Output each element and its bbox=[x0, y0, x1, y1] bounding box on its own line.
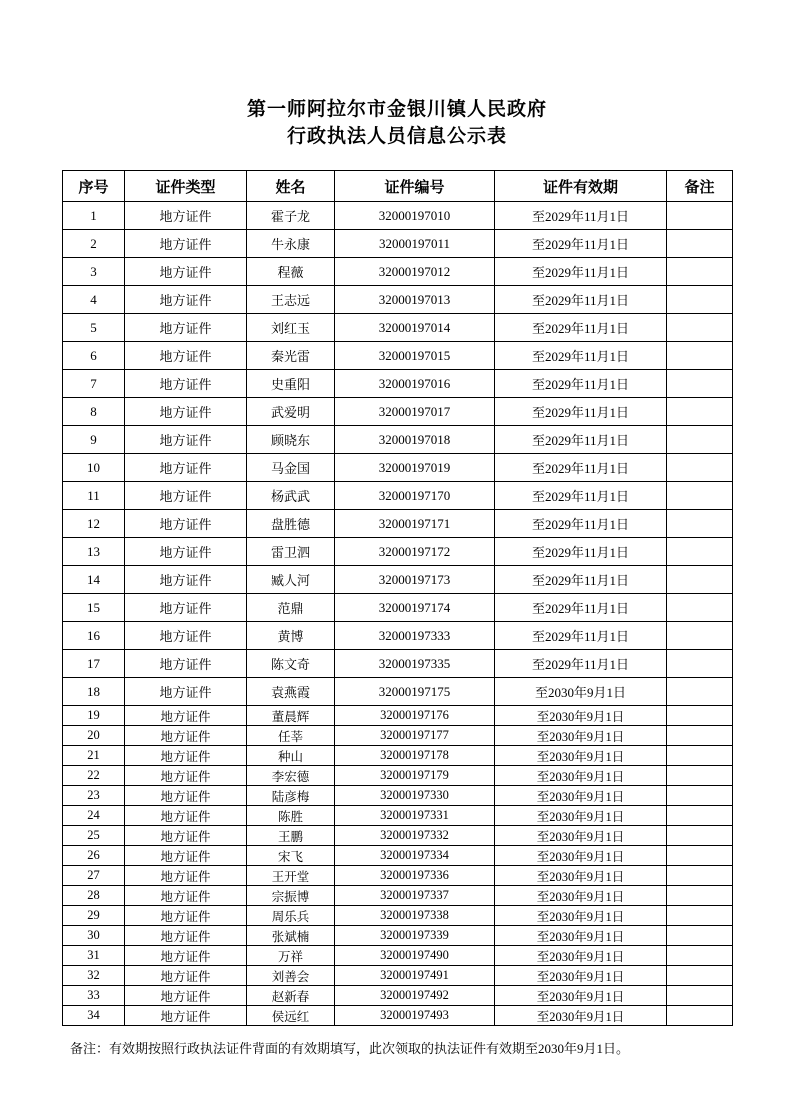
column-header-number: 证件编号 bbox=[335, 171, 495, 202]
table-row bbox=[63, 286, 733, 314]
cell-type: 地方证件 bbox=[125, 398, 247, 426]
table-row bbox=[63, 510, 733, 538]
table-row bbox=[63, 342, 733, 370]
cell-validity: 至2030年9月1日 bbox=[495, 906, 667, 926]
table-header-row bbox=[63, 171, 733, 202]
cell-type: 地方证件 bbox=[125, 594, 247, 622]
table-row bbox=[63, 258, 733, 286]
cell-number: 32000197016 bbox=[335, 370, 495, 398]
cell-type: 地方证件 bbox=[125, 426, 247, 454]
table-row bbox=[63, 426, 733, 454]
cell-number: 32000197178 bbox=[335, 746, 495, 766]
table-row bbox=[63, 706, 733, 726]
cell-number: 32000197330 bbox=[335, 786, 495, 806]
table-row bbox=[63, 786, 733, 806]
cell-type: 地方证件 bbox=[125, 370, 247, 398]
cell-remark bbox=[667, 286, 733, 314]
cell-index: 17 bbox=[63, 650, 125, 678]
cell-index: 12 bbox=[63, 510, 125, 538]
cell-validity: 至2030年9月1日 bbox=[495, 986, 667, 1006]
cell-remark bbox=[667, 230, 733, 258]
cell-name: 侯远红 bbox=[247, 1006, 335, 1026]
table-row bbox=[63, 622, 733, 650]
cell-number: 32000197492 bbox=[335, 986, 495, 1006]
cell-index: 8 bbox=[63, 398, 125, 426]
cell-index: 3 bbox=[63, 258, 125, 286]
cell-type: 地方证件 bbox=[125, 538, 247, 566]
cell-number: 32000197013 bbox=[335, 286, 495, 314]
cell-index: 14 bbox=[63, 566, 125, 594]
cell-type: 地方证件 bbox=[125, 678, 247, 706]
cell-remark bbox=[667, 342, 733, 370]
cell-name: 马金国 bbox=[247, 454, 335, 482]
cell-remark bbox=[667, 846, 733, 866]
cell-number: 32000197177 bbox=[335, 726, 495, 746]
cell-validity: 至2029年11月1日 bbox=[495, 314, 667, 342]
cell-validity: 至2030年9月1日 bbox=[495, 806, 667, 826]
cell-name: 周乐兵 bbox=[247, 906, 335, 926]
cell-remark bbox=[667, 966, 733, 986]
cell-validity: 至2029年11月1日 bbox=[495, 454, 667, 482]
cell-name: 赵新春 bbox=[247, 986, 335, 1006]
cell-remark bbox=[667, 866, 733, 886]
cell-type: 地方证件 bbox=[125, 314, 247, 342]
cell-validity: 至2029年11月1日 bbox=[495, 370, 667, 398]
cell-index: 22 bbox=[63, 766, 125, 786]
cell-name: 任莘 bbox=[247, 726, 335, 746]
cell-number: 32000197011 bbox=[335, 230, 495, 258]
cell-name: 史重阳 bbox=[247, 370, 335, 398]
cell-type: 地方证件 bbox=[125, 766, 247, 786]
cell-remark bbox=[667, 202, 733, 230]
cell-name: 程薇 bbox=[247, 258, 335, 286]
title-line-2: 行政执法人员信息公示表 bbox=[286, 126, 507, 147]
cell-number: 32000197174 bbox=[335, 594, 495, 622]
cell-type: 地方证件 bbox=[125, 806, 247, 826]
cell-remark bbox=[667, 766, 733, 786]
cell-name: 袁燕霞 bbox=[247, 678, 335, 706]
table-row bbox=[63, 886, 733, 906]
cell-number: 32000197176 bbox=[335, 706, 495, 726]
cell-name: 陈文奇 bbox=[247, 650, 335, 678]
table-row bbox=[63, 398, 733, 426]
cell-validity: 至2030年9月1日 bbox=[495, 746, 667, 766]
cell-index: 6 bbox=[63, 342, 125, 370]
cell-name: 牛永康 bbox=[247, 230, 335, 258]
cell-type: 地方证件 bbox=[125, 706, 247, 726]
cell-name: 宋飞 bbox=[247, 846, 335, 866]
cell-type: 地方证件 bbox=[125, 986, 247, 1006]
cell-index: 10 bbox=[63, 454, 125, 482]
cell-validity: 至2030年9月1日 bbox=[495, 846, 667, 866]
cell-index: 33 bbox=[63, 986, 125, 1006]
cell-index: 9 bbox=[63, 426, 125, 454]
cell-validity: 至2030年9月1日 bbox=[495, 826, 667, 846]
table-row bbox=[63, 746, 733, 766]
cell-number: 32000197334 bbox=[335, 846, 495, 866]
table-row bbox=[63, 566, 733, 594]
cell-remark bbox=[667, 594, 733, 622]
cell-validity: 至2029年11月1日 bbox=[495, 286, 667, 314]
cell-name: 武爱明 bbox=[247, 398, 335, 426]
cell-name: 雷卫泗 bbox=[247, 538, 335, 566]
cell-number: 32000197336 bbox=[335, 866, 495, 886]
cell-remark bbox=[667, 946, 733, 966]
cell-number: 32000197019 bbox=[335, 454, 495, 482]
cell-remark bbox=[667, 926, 733, 946]
table-row bbox=[63, 230, 733, 258]
table-row bbox=[63, 806, 733, 826]
cell-name: 张斌楠 bbox=[247, 926, 335, 946]
table-body bbox=[63, 202, 733, 1026]
cell-number: 32000197333 bbox=[335, 622, 495, 650]
cell-number: 32000197332 bbox=[335, 826, 495, 846]
cell-index: 7 bbox=[63, 370, 125, 398]
cell-type: 地方证件 bbox=[125, 926, 247, 946]
cell-remark bbox=[667, 786, 733, 806]
cell-index: 34 bbox=[63, 1006, 125, 1026]
cell-type: 地方证件 bbox=[125, 886, 247, 906]
cell-name: 范鼎 bbox=[247, 594, 335, 622]
cell-validity: 至2029年11月1日 bbox=[495, 538, 667, 566]
cell-name: 黄博 bbox=[247, 622, 335, 650]
cell-remark bbox=[667, 1006, 733, 1026]
cell-index: 25 bbox=[63, 826, 125, 846]
cell-name: 霍子龙 bbox=[247, 202, 335, 230]
cell-number: 32000197010 bbox=[335, 202, 495, 230]
cell-remark bbox=[667, 650, 733, 678]
cell-remark bbox=[667, 566, 733, 594]
cell-remark bbox=[667, 482, 733, 510]
table-row bbox=[63, 846, 733, 866]
cell-index: 28 bbox=[63, 886, 125, 906]
cell-number: 32000197331 bbox=[335, 806, 495, 826]
table-row bbox=[63, 482, 733, 510]
cell-name: 王鹏 bbox=[247, 826, 335, 846]
table-row bbox=[63, 766, 733, 786]
cell-validity: 至2030年9月1日 bbox=[495, 1006, 667, 1026]
cell-index: 13 bbox=[63, 538, 125, 566]
cell-validity: 至2030年9月1日 bbox=[495, 926, 667, 946]
cell-type: 地方证件 bbox=[125, 258, 247, 286]
cell-type: 地方证件 bbox=[125, 286, 247, 314]
table-row bbox=[63, 678, 733, 706]
cell-number: 32000197490 bbox=[335, 946, 495, 966]
cell-validity: 至2029年11月1日 bbox=[495, 342, 667, 370]
cell-number: 32000197171 bbox=[335, 510, 495, 538]
cell-index: 32 bbox=[63, 966, 125, 986]
cell-remark bbox=[667, 906, 733, 926]
cell-validity: 至2030年9月1日 bbox=[495, 726, 667, 746]
cell-name: 陆彦梅 bbox=[247, 786, 335, 806]
cell-index: 4 bbox=[63, 286, 125, 314]
cell-index: 24 bbox=[63, 806, 125, 826]
cell-number: 32000197017 bbox=[335, 398, 495, 426]
cell-remark bbox=[667, 806, 733, 826]
cell-number: 32000197337 bbox=[335, 886, 495, 906]
cell-type: 地方证件 bbox=[125, 510, 247, 538]
cell-remark bbox=[667, 886, 733, 906]
cell-index: 20 bbox=[63, 726, 125, 746]
column-header-name: 姓名 bbox=[247, 171, 335, 202]
cell-number: 32000197012 bbox=[335, 258, 495, 286]
column-header-validity: 证件有效期 bbox=[495, 171, 667, 202]
table-row bbox=[63, 966, 733, 986]
cell-index: 16 bbox=[63, 622, 125, 650]
cell-validity: 至2030年9月1日 bbox=[495, 706, 667, 726]
cell-remark bbox=[667, 454, 733, 482]
table-row bbox=[63, 650, 733, 678]
cell-validity: 至2029年11月1日 bbox=[495, 426, 667, 454]
cell-type: 地方证件 bbox=[125, 746, 247, 766]
cell-type: 地方证件 bbox=[125, 826, 247, 846]
cell-name: 刘善会 bbox=[247, 966, 335, 986]
cell-validity: 至2029年11月1日 bbox=[495, 482, 667, 510]
cell-remark bbox=[667, 726, 733, 746]
cell-remark bbox=[667, 746, 733, 766]
table-row bbox=[63, 454, 733, 482]
title-line-1: 第一师阿拉尔市金银川镇人民政府 bbox=[246, 99, 547, 120]
cell-validity: 至2029年11月1日 bbox=[495, 622, 667, 650]
cell-index: 29 bbox=[63, 906, 125, 926]
cell-name: 王志远 bbox=[247, 286, 335, 314]
cell-name: 种山 bbox=[247, 746, 335, 766]
enforcement-personnel-table bbox=[62, 170, 733, 1026]
table-row bbox=[63, 1006, 733, 1026]
cell-number: 32000197018 bbox=[335, 426, 495, 454]
table-row bbox=[63, 866, 733, 886]
cell-type: 地方证件 bbox=[125, 1006, 247, 1026]
table-row bbox=[63, 826, 733, 846]
cell-type: 地方证件 bbox=[125, 566, 247, 594]
cell-remark bbox=[667, 706, 733, 726]
cell-validity: 至2029年11月1日 bbox=[495, 230, 667, 258]
cell-index: 18 bbox=[63, 678, 125, 706]
table-header bbox=[63, 171, 733, 202]
cell-validity: 至2030年9月1日 bbox=[495, 886, 667, 906]
cell-name: 董晨辉 bbox=[247, 706, 335, 726]
table-row bbox=[63, 946, 733, 966]
cell-type: 地方证件 bbox=[125, 482, 247, 510]
cell-name: 臧人河 bbox=[247, 566, 335, 594]
cell-index: 21 bbox=[63, 746, 125, 766]
cell-name: 顾晓东 bbox=[247, 426, 335, 454]
cell-remark bbox=[667, 426, 733, 454]
table-row bbox=[63, 538, 733, 566]
cell-index: 27 bbox=[63, 866, 125, 886]
cell-validity: 至2029年11月1日 bbox=[495, 510, 667, 538]
cell-index: 11 bbox=[63, 482, 125, 510]
cell-type: 地方证件 bbox=[125, 786, 247, 806]
cell-index: 19 bbox=[63, 706, 125, 726]
cell-validity: 至2030年9月1日 bbox=[495, 946, 667, 966]
cell-number: 32000197339 bbox=[335, 926, 495, 946]
cell-type: 地方证件 bbox=[125, 650, 247, 678]
cell-remark bbox=[667, 986, 733, 1006]
cell-index: 26 bbox=[63, 846, 125, 866]
cell-remark bbox=[667, 258, 733, 286]
cell-name: 刘红玉 bbox=[247, 314, 335, 342]
cell-validity: 至2030年9月1日 bbox=[495, 678, 667, 706]
cell-number: 32000197335 bbox=[335, 650, 495, 678]
cell-validity: 至2030年9月1日 bbox=[495, 866, 667, 886]
cell-index: 15 bbox=[63, 594, 125, 622]
cell-type: 地方证件 bbox=[125, 622, 247, 650]
cell-type: 地方证件 bbox=[125, 342, 247, 370]
cell-type: 地方证件 bbox=[125, 846, 247, 866]
column-header-index: 序号 bbox=[63, 171, 125, 202]
cell-name: 李宏德 bbox=[247, 766, 335, 786]
footer-note: 备注：有效期按照行政执法证件背面的有效期填写，此次领取的执法证件有效期至2030年9月1日。 bbox=[70, 1041, 630, 1056]
cell-type: 地方证件 bbox=[125, 906, 247, 926]
cell-index: 1 bbox=[63, 202, 125, 230]
cell-index: 23 bbox=[63, 786, 125, 806]
cell-validity: 至2030年9月1日 bbox=[495, 786, 667, 806]
table-row bbox=[63, 926, 733, 946]
cell-name: 王开堂 bbox=[247, 866, 335, 886]
cell-type: 地方证件 bbox=[125, 946, 247, 966]
cell-name: 盘胜德 bbox=[247, 510, 335, 538]
cell-remark bbox=[667, 622, 733, 650]
cell-number: 32000197173 bbox=[335, 566, 495, 594]
cell-type: 地方证件 bbox=[125, 866, 247, 886]
cell-remark bbox=[667, 314, 733, 342]
cell-number: 32000197014 bbox=[335, 314, 495, 342]
table-row bbox=[63, 726, 733, 746]
cell-type: 地方证件 bbox=[125, 202, 247, 230]
column-header-type: 证件类型 bbox=[125, 171, 247, 202]
cell-validity: 至2030年9月1日 bbox=[495, 966, 667, 986]
cell-number: 32000197170 bbox=[335, 482, 495, 510]
table-row bbox=[63, 202, 733, 230]
table-row bbox=[63, 986, 733, 1006]
cell-index: 5 bbox=[63, 314, 125, 342]
cell-validity: 至2029年11月1日 bbox=[495, 650, 667, 678]
table-row bbox=[63, 906, 733, 926]
document-title bbox=[62, 96, 732, 150]
cell-remark bbox=[667, 538, 733, 566]
cell-remark bbox=[667, 398, 733, 426]
cell-number: 32000197175 bbox=[335, 678, 495, 706]
column-header-remark: 备注 bbox=[667, 171, 733, 202]
cell-validity: 至2029年11月1日 bbox=[495, 398, 667, 426]
cell-number: 32000197015 bbox=[335, 342, 495, 370]
table-row bbox=[63, 594, 733, 622]
cell-number: 32000197491 bbox=[335, 966, 495, 986]
cell-name: 宗振博 bbox=[247, 886, 335, 906]
cell-validity: 至2029年11月1日 bbox=[495, 594, 667, 622]
cell-validity: 至2029年11月1日 bbox=[495, 566, 667, 594]
cell-name: 秦光雷 bbox=[247, 342, 335, 370]
table-row bbox=[63, 314, 733, 342]
cell-type: 地方证件 bbox=[125, 966, 247, 986]
cell-index: 2 bbox=[63, 230, 125, 258]
cell-name: 杨武武 bbox=[247, 482, 335, 510]
cell-remark bbox=[667, 510, 733, 538]
cell-validity: 至2029年11月1日 bbox=[495, 202, 667, 230]
cell-type: 地方证件 bbox=[125, 230, 247, 258]
cell-number: 32000197338 bbox=[335, 906, 495, 926]
cell-number: 32000197493 bbox=[335, 1006, 495, 1026]
cell-number: 32000197172 bbox=[335, 538, 495, 566]
cell-index: 30 bbox=[63, 926, 125, 946]
cell-validity: 至2030年9月1日 bbox=[495, 766, 667, 786]
cell-name: 万祥 bbox=[247, 946, 335, 966]
cell-remark bbox=[667, 826, 733, 846]
cell-index: 31 bbox=[63, 946, 125, 966]
cell-type: 地方证件 bbox=[125, 726, 247, 746]
table-row bbox=[63, 370, 733, 398]
cell-validity: 至2029年11月1日 bbox=[495, 258, 667, 286]
cell-remark bbox=[667, 370, 733, 398]
cell-name: 陈胜 bbox=[247, 806, 335, 826]
cell-type: 地方证件 bbox=[125, 454, 247, 482]
cell-number: 32000197179 bbox=[335, 766, 495, 786]
cell-remark bbox=[667, 678, 733, 706]
